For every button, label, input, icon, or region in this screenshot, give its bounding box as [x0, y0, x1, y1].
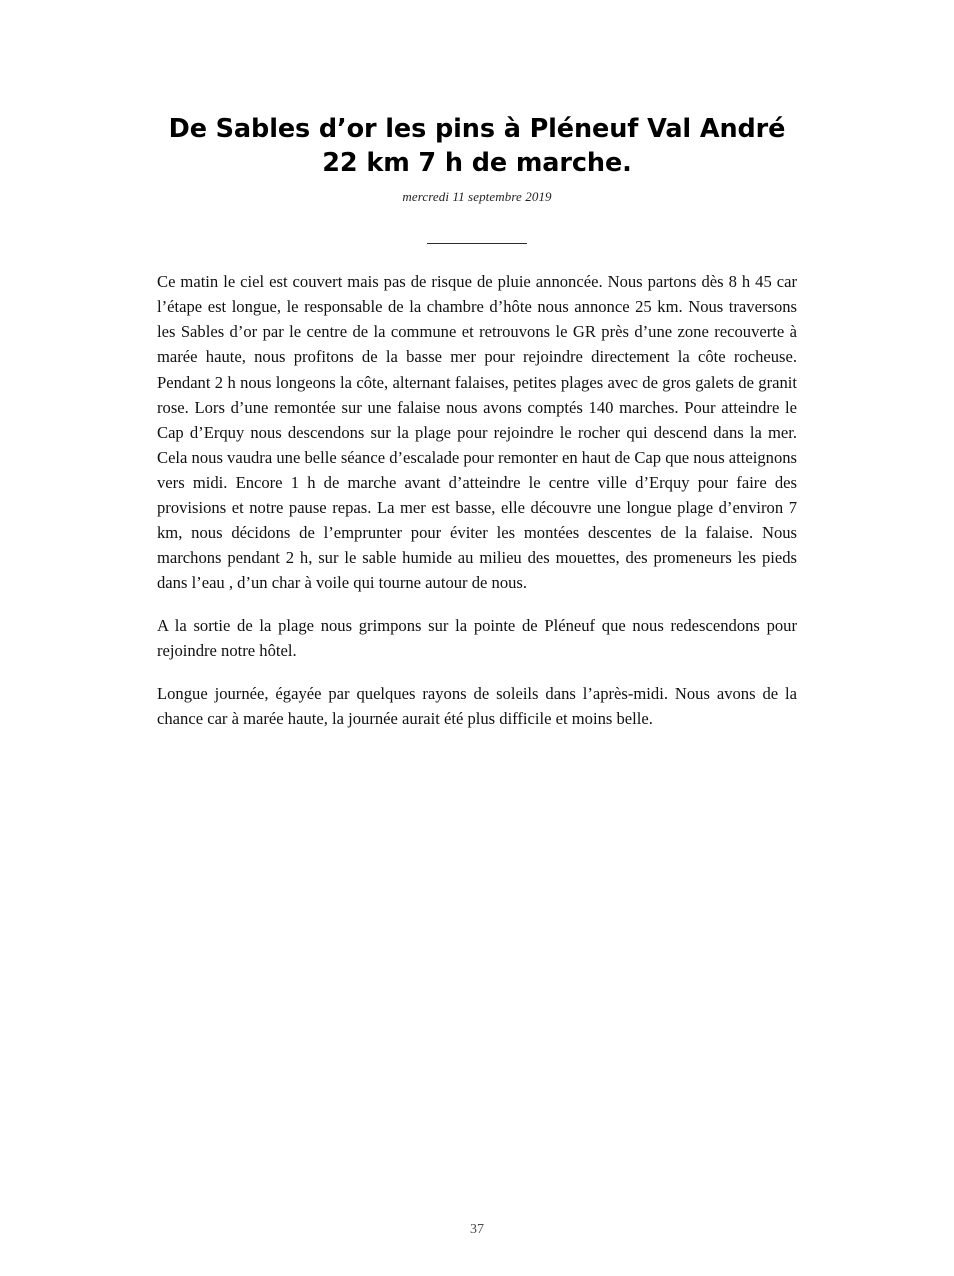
- paragraph: Longue journée, égayée par quelques rayons de soleils dans l’après-midi. Nous avons de la chance car à marée haute, la journée aurait été plus difficile et moins belle.: [157, 684, 797, 729]
- page-number: 37: [470, 1222, 484, 1237]
- document-body: [157, 249, 797, 731]
- page-title-line-1: De Sables d’or les pins à Pléneuf Val André: [168, 114, 786, 144]
- title-divider: [427, 243, 527, 244]
- paragraph: A la sortie de la plage nous grimpons sur la pointe de Pléneuf que nous redescendons pour rejoindre notre hôtel.: [157, 615, 797, 660]
- page-content: [157, 0, 797, 731]
- paragraph: Ce matin le ciel est couvert mais pas de risque de pluie annoncée. Nous partons dès 8 h 45 car l’étape est longue, le responsable de la chambre d’hôte nous annonce 25 km. Nous traversons les Sables d’or par le centre de la commune et retrouvons le GR près d’une zone recouverte à marée haute, nous profitons de la basse mer pour rejoindre directement la côte rocheuse. Pendant 2 h nous longeons la côte, alternant falaises, petites plages avec de gros galets de granit rose. Lors d’une remontée sur une falaise nous avons comptés 140 marches. Pour atteindre le Cap d’Erquy nous descendons sur la plage pour rejoindre le rocher qui descend dans la mer. Cela nous vaudra une belle séance d’escalade pour remonter en haut de Cap que nous atteignons vers midi. Encore 1 h de marche avant d’atteindre le centre ville d’Erquy pour faire des provisions et notre pause repas. La mer est basse, elle découvre une longue plage d’environ 7 km, nous décidons de l’emprunter pour éviter les montées descentes de la falaise. Nous marchons pendant 2 h, sur le sable humide au milieu des mouettes, des promeneurs les pieds dans l’eau , d’un char à voile qui tourne autour de nous.: [157, 272, 798, 592]
- document-date: mercredi 11 septembre 2019: [402, 189, 552, 205]
- title-divider-wrap: [157, 205, 797, 249]
- page-title-line-2: 22 km 7 h de marche.: [322, 148, 632, 179]
- page-title: [157, 0, 797, 180]
